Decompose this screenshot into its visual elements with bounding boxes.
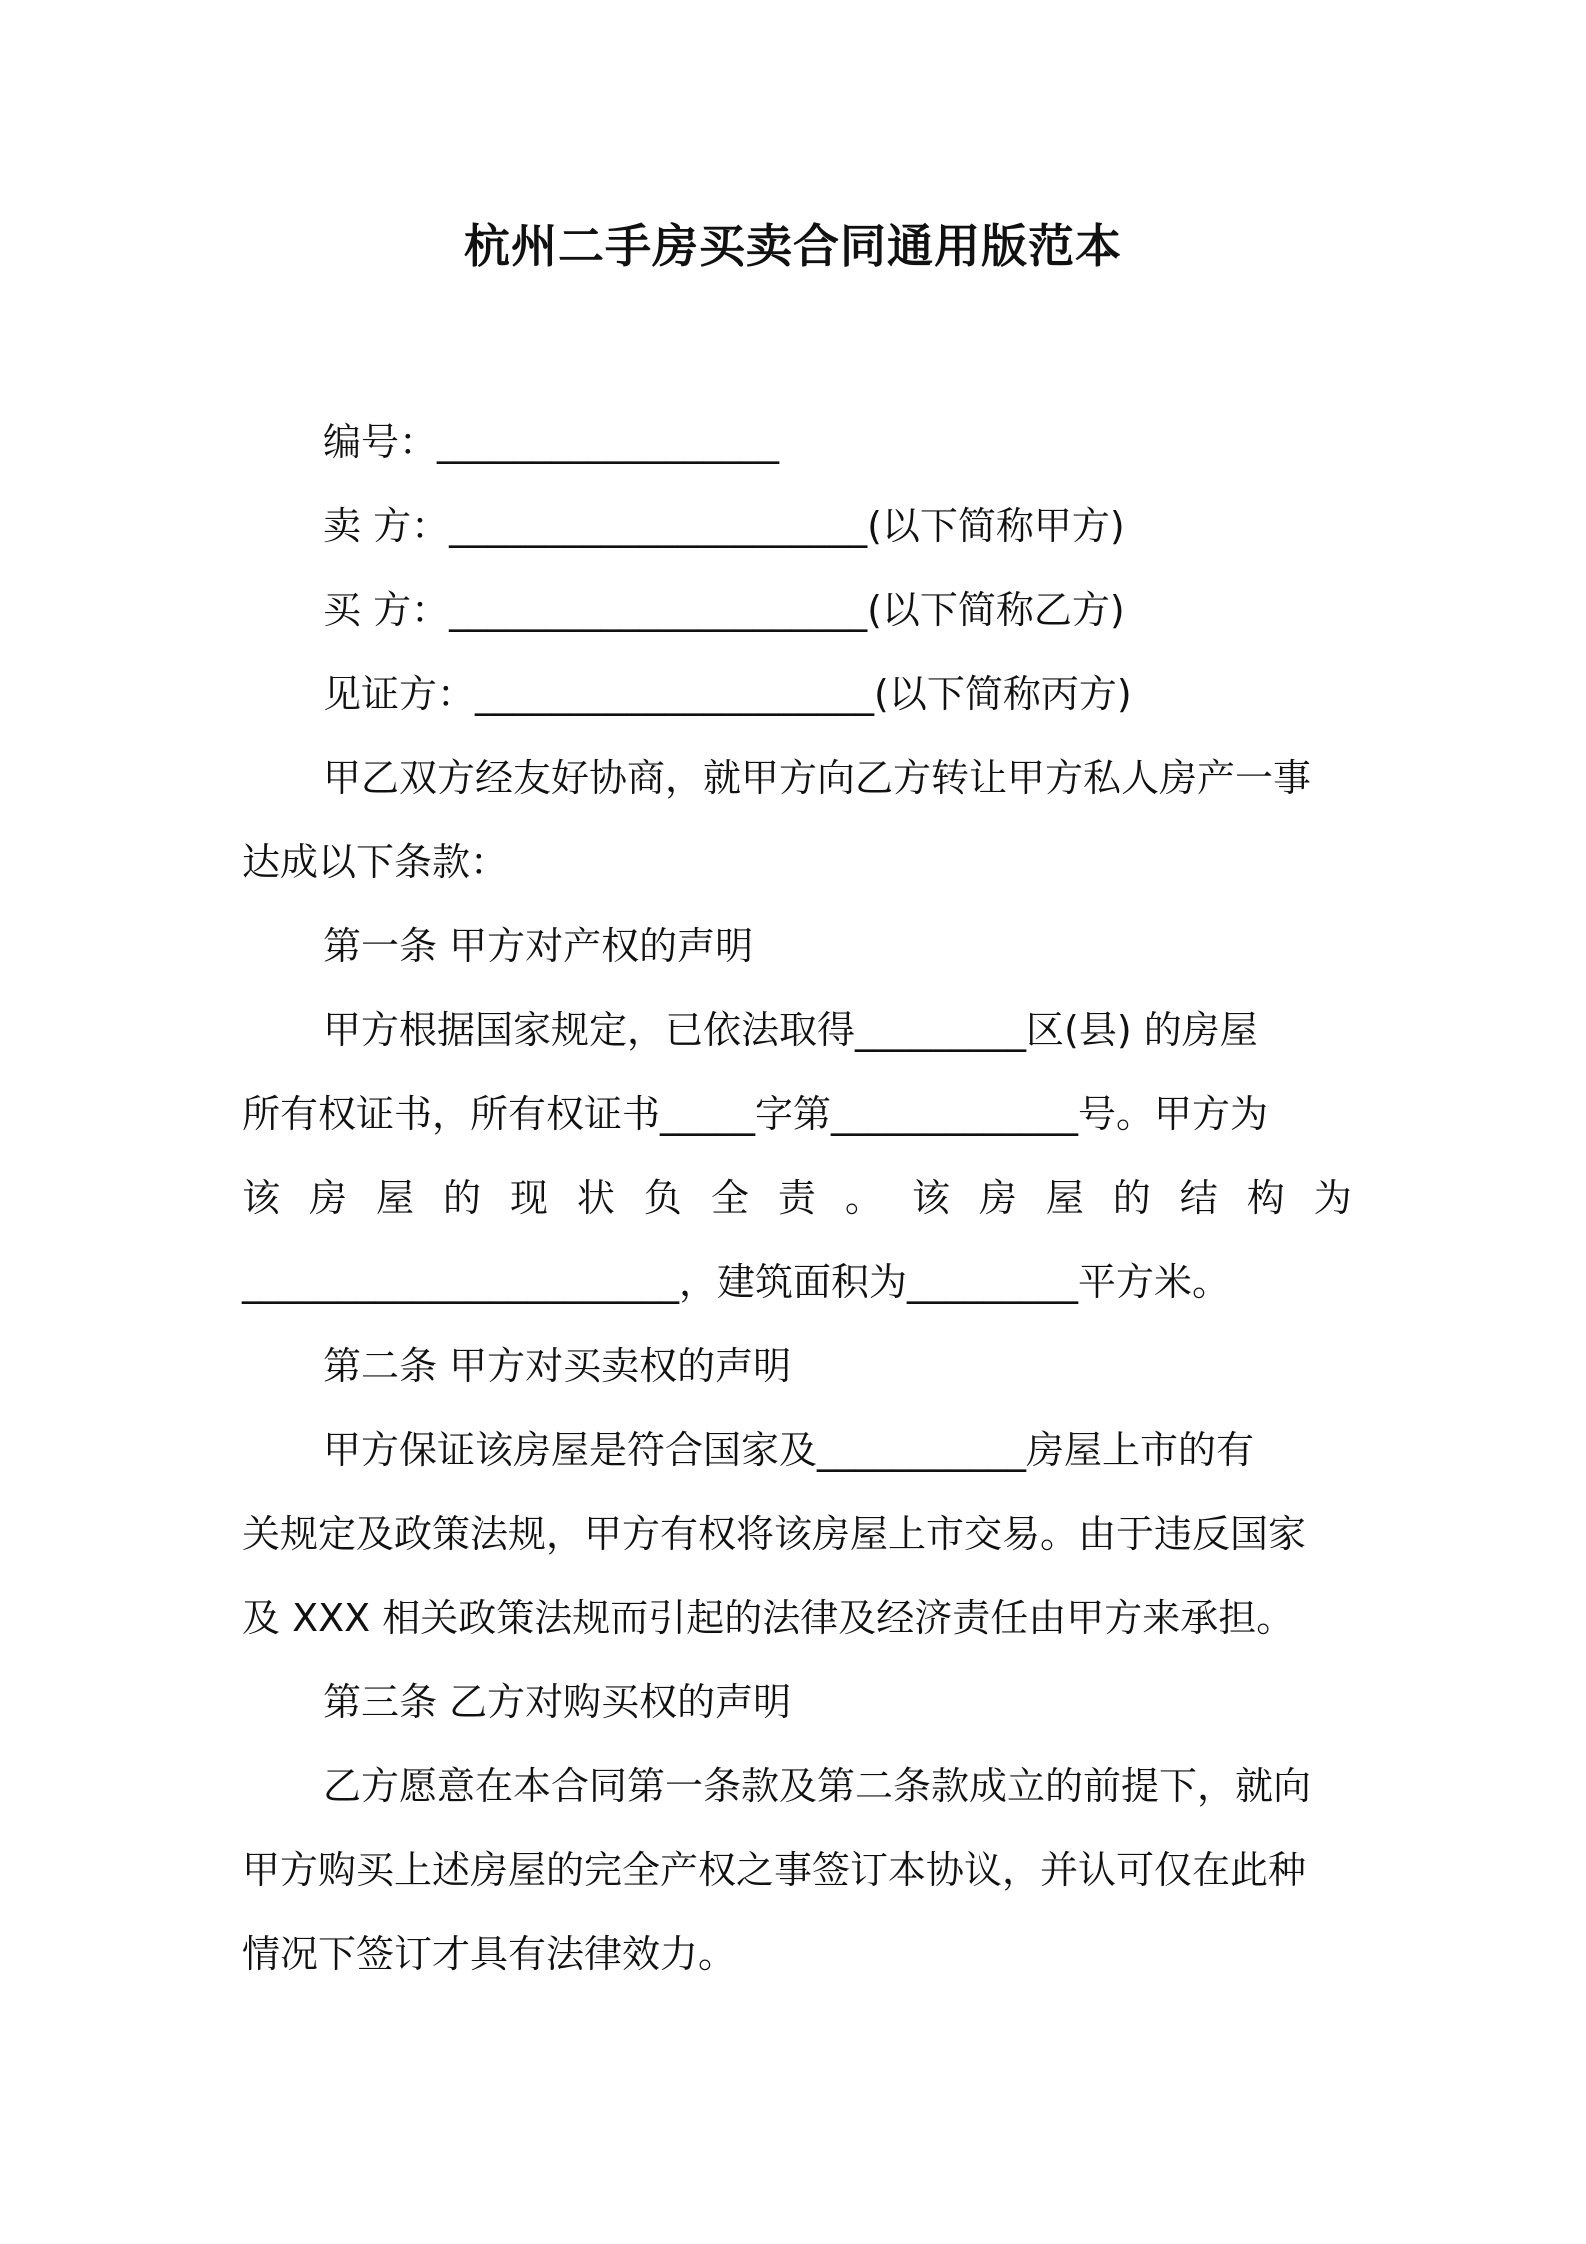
justified-char: 的 bbox=[1112, 1176, 1151, 1220]
article1-heading: 第一条 甲方对产权的声明 bbox=[323, 924, 754, 968]
field-seller bbox=[323, 484, 1125, 568]
article2-line: 及 XXX 相关政策法规而引起的法律及经济责任由甲方来承担。 bbox=[242, 1596, 1295, 1640]
article2-line: 甲方保证该房屋是符合国家及___________房屋上市的有 bbox=[323, 1428, 1255, 1472]
justified-char: 。 bbox=[844, 1176, 883, 1220]
field-blank: ______________________ bbox=[449, 588, 868, 632]
justified-char: 构 bbox=[1246, 1176, 1285, 1220]
article3-heading: 第三条 乙方对购买权的声明 bbox=[323, 1680, 792, 1724]
field-number bbox=[323, 400, 779, 484]
article3-line: 乙方愿意在本合同第一条款及第二条款成立的前提下，就向 bbox=[323, 1764, 1312, 1808]
article1-line: 所有权证书，所有权证书_____字第_____________号。甲方为 bbox=[242, 1092, 1269, 1136]
article1-line: 甲方根据国家规定，已依法取得_________区(县) 的房屋 bbox=[323, 1008, 1258, 1052]
justified-char: 结 bbox=[1179, 1176, 1218, 1220]
field-note: (以下简称丙方) bbox=[874, 672, 1132, 716]
field-blank: ______________________ bbox=[449, 504, 868, 548]
justified-char: 屋 bbox=[375, 1176, 414, 1220]
field-label: 买 方： bbox=[323, 588, 450, 632]
article2-line: 关规定及政策法规，甲方有权将该房屋上市交易。由于违反国家 bbox=[242, 1512, 1307, 1556]
field-blank: __________________ bbox=[437, 420, 780, 464]
justified-char: 屋 bbox=[1045, 1176, 1084, 1220]
justified-char: 负 bbox=[643, 1176, 682, 1220]
article3-line: 甲方购买上述房屋的完全产权之事签订本协议，并认可仅在此种 bbox=[242, 1848, 1307, 1892]
document-title: 杭州二手房买卖合同通用版范本 bbox=[464, 219, 1122, 273]
field-label: 卖 方： bbox=[323, 504, 450, 548]
justified-char: 的 bbox=[442, 1176, 481, 1220]
field-blank: _____________________ bbox=[475, 672, 875, 716]
justified-char: 现 bbox=[509, 1176, 548, 1220]
article1-justified-line bbox=[242, 1156, 1352, 1240]
field-buyer bbox=[323, 568, 1125, 652]
field-label: 见证方： bbox=[323, 672, 476, 716]
field-note: (以下简称乙方) bbox=[867, 588, 1125, 632]
justified-char: 责 bbox=[777, 1176, 816, 1220]
field-note: (以下简称甲方) bbox=[867, 504, 1125, 548]
article2-heading: 第二条 甲方对买卖权的声明 bbox=[323, 1344, 792, 1388]
justified-char: 为 bbox=[1313, 1176, 1352, 1220]
justified-char: 状 bbox=[576, 1176, 615, 1220]
intro-line: 达成以下条款： bbox=[242, 840, 509, 884]
justified-char: 全 bbox=[710, 1176, 749, 1220]
article1-line: _______________________，建筑面积为_________平方米。 bbox=[242, 1260, 1231, 1304]
justified-char: 房 bbox=[978, 1176, 1017, 1220]
justified-char: 该 bbox=[911, 1176, 950, 1220]
intro-line: 甲乙双方经友好协商，就甲方向乙方转让甲方私人房产一事 bbox=[323, 756, 1312, 800]
justified-char: 该 bbox=[242, 1176, 281, 1220]
justified-char: 房 bbox=[308, 1176, 347, 1220]
field-witness bbox=[323, 652, 1132, 736]
article3-line: 情况下签订才具有法律效力。 bbox=[242, 1932, 737, 1976]
field-label: 编号： bbox=[323, 420, 438, 464]
